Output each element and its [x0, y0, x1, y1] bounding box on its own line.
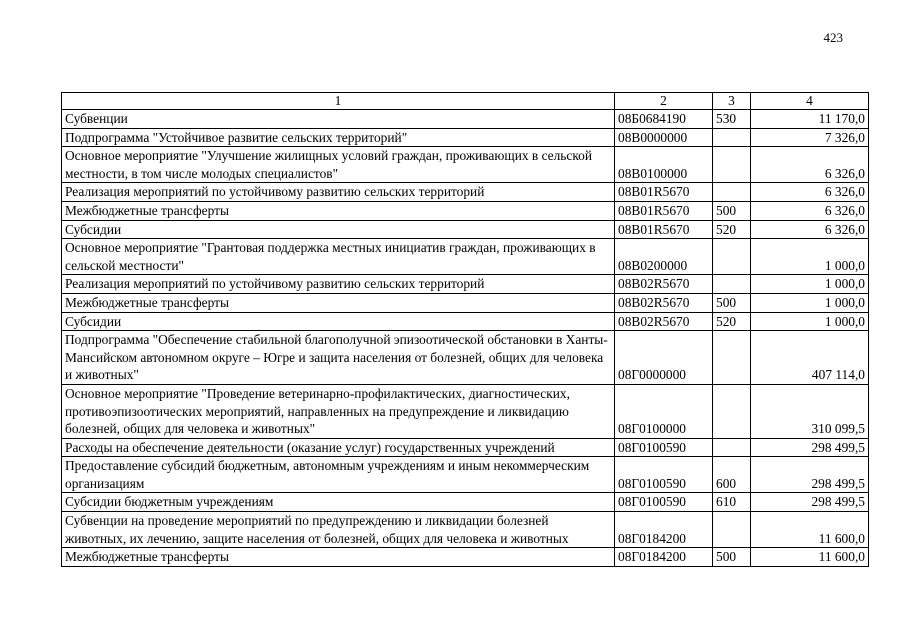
row-code-cell: 08Г0100590 [615, 493, 713, 512]
table-row [62, 493, 869, 512]
row-sum-cell: 6 326,0 [751, 201, 869, 220]
row-code-cell: 08В01R5670 [615, 183, 713, 202]
table-row [62, 239, 869, 275]
header-row [62, 93, 869, 110]
row-kind-cell [713, 384, 751, 438]
row-code-cell: 08В0200000 [615, 239, 713, 275]
row-sum-cell: 310 099,5 [751, 384, 869, 438]
header-col-3: 3 [713, 93, 751, 110]
table-row [62, 331, 869, 385]
row-code-cell: 08Г0100590 [615, 438, 713, 457]
row-code-cell: 08В02R5670 [615, 312, 713, 331]
table-row [62, 312, 869, 331]
row-sum-cell: 6 326,0 [751, 147, 869, 183]
row-code-cell: 08В0100000 [615, 147, 713, 183]
row-name-cell: Субвенции на проведение мероприятий по предупреждению и ликвидации болезней животных, их лечению, защите населения от болезней, общих для человека и животных [62, 512, 615, 548]
header-col-4: 4 [751, 93, 869, 110]
row-sum-cell: 407 114,0 [751, 331, 869, 385]
table-row [62, 110, 869, 129]
row-sum-cell: 11 600,0 [751, 512, 869, 548]
table-row [62, 220, 869, 239]
row-code-cell: 08В01R5670 [615, 220, 713, 239]
row-name-cell: Основное мероприятие "Улучшение жилищных условий граждан, проживающих в сельской местности, в том числе молодых специалистов" [62, 147, 615, 183]
row-name-cell: Реализация мероприятий по устойчивому развитию сельских территорий [62, 183, 615, 202]
row-sum-cell: 1 000,0 [751, 293, 869, 312]
row-kind-cell [713, 147, 751, 183]
table-row [62, 438, 869, 457]
row-name-cell: Расходы на обеспечение деятельности (оказание услуг) государственных учреждений [62, 438, 615, 457]
row-kind-cell [713, 438, 751, 457]
row-name-cell: Субвенции [62, 110, 615, 129]
header-col-1: 1 [62, 93, 615, 110]
row-code-cell: 08Г0184200 [615, 512, 713, 548]
table-row [62, 183, 869, 202]
row-sum-cell: 298 499,5 [751, 493, 869, 512]
row-sum-cell: 6 326,0 [751, 220, 869, 239]
row-code-cell: 08В02R5670 [615, 293, 713, 312]
row-name-cell: Субсидии [62, 312, 615, 331]
row-code-cell: 08В01R5670 [615, 201, 713, 220]
row-kind-cell: 520 [713, 312, 751, 331]
row-kind-cell: 610 [713, 493, 751, 512]
row-sum-cell: 1 000,0 [751, 312, 869, 331]
row-name-cell: Подпрограмма "Обеспечение стабильной благополучной эпизоотической обстановки в Ханты-Мансийском автономном округе – Югре и защита населения от болезней, общих для человека и животных" [62, 331, 615, 385]
table-body [62, 110, 869, 567]
row-kind-cell [713, 331, 751, 385]
row-name-cell: Субсидии [62, 220, 615, 239]
table-header [62, 93, 869, 110]
row-kind-cell: 520 [713, 220, 751, 239]
row-name-cell: Межбюджетные трансферты [62, 548, 615, 567]
row-sum-cell: 1 000,0 [751, 239, 869, 275]
row-code-cell: 08Г0000000 [615, 331, 713, 385]
page-number: 423 [823, 30, 843, 45]
table-row [62, 128, 869, 147]
row-kind-cell: 500 [713, 548, 751, 567]
row-name-cell: Межбюджетные трансферты [62, 293, 615, 312]
row-name-cell: Основное мероприятие "Грантовая поддержка местных инициатив граждан, проживающих в сельской местности" [62, 239, 615, 275]
row-kind-cell: 500 [713, 201, 751, 220]
row-kind-cell: 600 [713, 457, 751, 493]
row-code-cell: 08В02R5670 [615, 275, 713, 294]
table-row [62, 512, 869, 548]
header-col-2: 2 [615, 93, 713, 110]
row-name-cell: Реализация мероприятий по устойчивому развитию сельских территорий [62, 275, 615, 294]
row-code-cell: 08Г0100590 [615, 457, 713, 493]
row-name-cell: Межбюджетные трансферты [62, 201, 615, 220]
row-name-cell: Подпрограмма "Устойчивое развитие сельских территорий" [62, 128, 615, 147]
row-code-cell: 08Г0100000 [615, 384, 713, 438]
row-code-cell: 08В0000000 [615, 128, 713, 147]
row-kind-cell [713, 512, 751, 548]
table-row [62, 548, 869, 567]
row-kind-cell [713, 275, 751, 294]
row-sum-cell: 298 499,5 [751, 457, 869, 493]
row-kind-cell [713, 239, 751, 275]
table-row [62, 457, 869, 493]
row-name-cell: Предоставление субсидий бюджетным, автономным учреждениям и иным некоммерческим организациям [62, 457, 615, 493]
row-name-cell: Основное мероприятие "Проведение ветеринарно-профилактических, диагностических, противоэпизоотических мероприятий, направленных на предупреждение и ликвидацию болезней, общих для человека и животных" [62, 384, 615, 438]
row-code-cell: 08Г0184200 [615, 548, 713, 567]
row-kind-cell [713, 183, 751, 202]
table-row [62, 201, 869, 220]
row-kind-cell [713, 128, 751, 147]
row-sum-cell: 298 499,5 [751, 438, 869, 457]
budget-table [61, 92, 869, 567]
row-sum-cell: 6 326,0 [751, 183, 869, 202]
row-kind-cell: 530 [713, 110, 751, 129]
row-sum-cell: 11 170,0 [751, 110, 869, 129]
table-row [62, 275, 869, 294]
row-name-cell: Субсидии бюджетным учреждениям [62, 493, 615, 512]
row-kind-cell: 500 [713, 293, 751, 312]
row-code-cell: 08Б0684190 [615, 110, 713, 129]
table-row [62, 293, 869, 312]
row-sum-cell: 11 600,0 [751, 548, 869, 567]
row-sum-cell: 1 000,0 [751, 275, 869, 294]
row-sum-cell: 7 326,0 [751, 128, 869, 147]
table-row [62, 147, 869, 183]
table-row [62, 384, 869, 438]
